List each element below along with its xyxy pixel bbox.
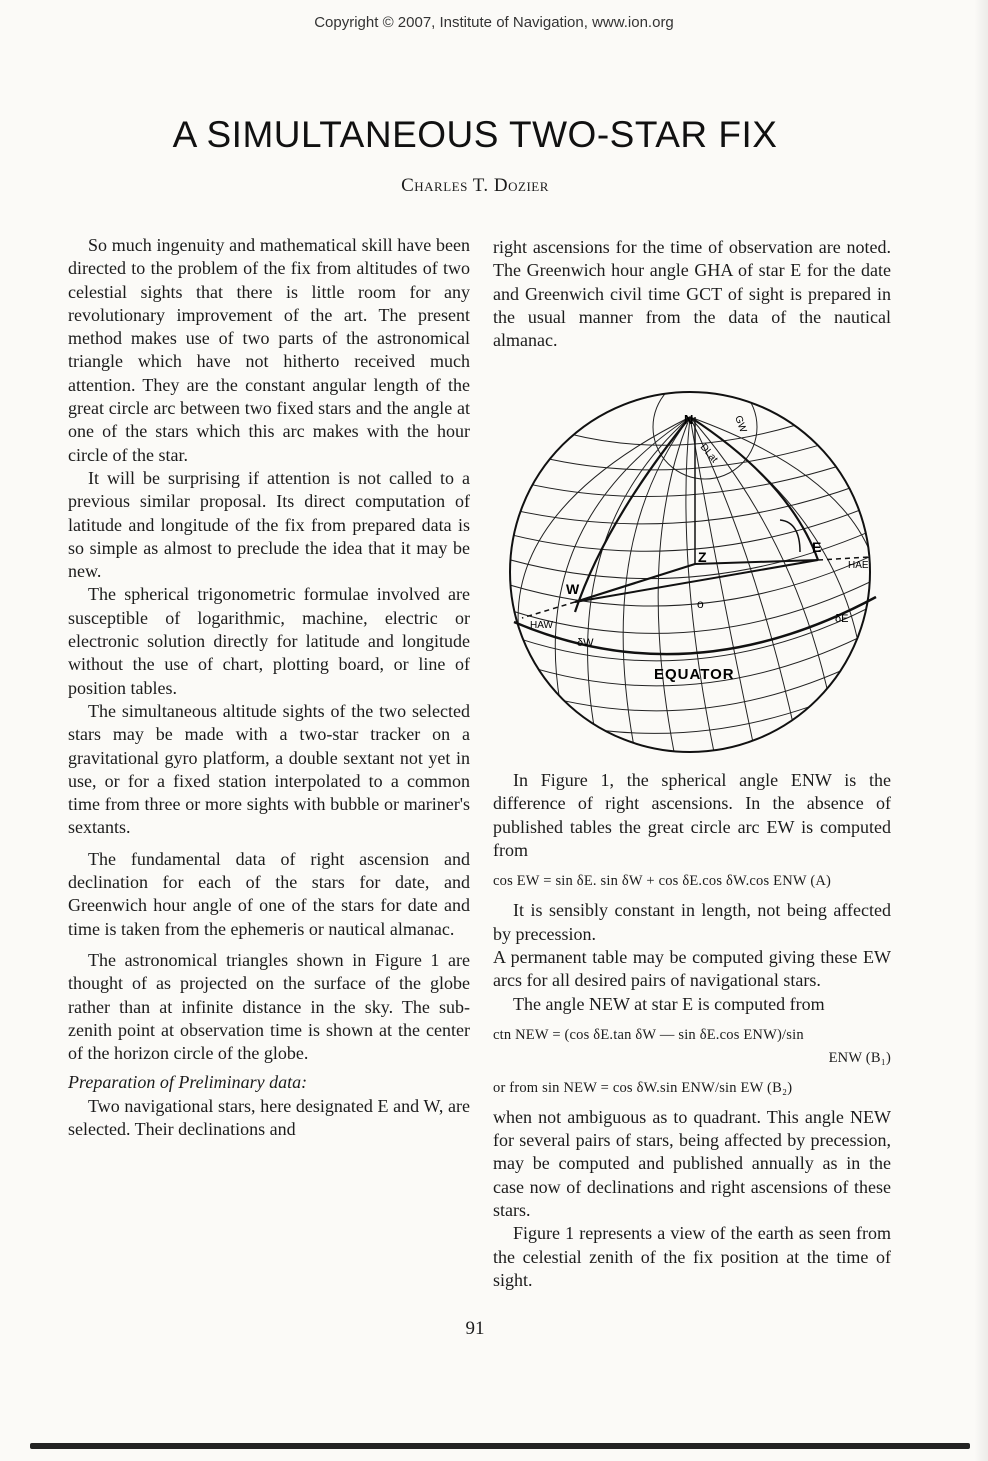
longitude-line	[690, 417, 795, 732]
label-e: E	[812, 539, 822, 555]
paragraph: The spherical trigonometric formulae involved are susceptible of logarithmic, machine, electric or electronic solution directly for latitude and longitude without the use of chart, plotting board, or line of position tables.	[68, 584, 470, 698]
label-z: Z	[698, 549, 707, 565]
paragraph: So much ingenuity and mathematical skill have been directed to the problem of the fix from altitudes of two celestial sights that there is little room for any revolutionary improvement of the art. The present method makes use of two parts of the astronomical triangle which have not hitherto received much attention. They are the constant angular length of the great circle arc between two fixed stars and the angle at one of the stars which this arc makes with the hour circle of the star.	[68, 235, 470, 465]
paragraph: A permanent table may be computed giving these EW arcs for all desired pairs of navigational stars.	[493, 947, 891, 991]
section-heading: Preparation of Preliminary data:	[68, 1072, 308, 1093]
page-bottom-edge	[30, 1443, 970, 1449]
page-number: 91	[465, 1318, 485, 1339]
paragraph: In Figure 1, the spherical angle ENW is the difference of right ascensions. In the absence of published tables the great circle arc EW is computed from	[493, 770, 891, 860]
line-we	[575, 560, 818, 602]
paragraph: The fundamental data of right ascension and declination for each of the stars for date, and Greenwich hour angle of one of the stars for date and time is taken from the ephemeris or nautical almanac.	[68, 848, 470, 939]
paragraph: when not ambiguous as to quadrant. This angle NEW for several pairs of stars, being affected by precession, may be computed and published annually as in the case now of declinations and right ascensions of these stars.	[493, 1106, 891, 1221]
paragraph: The angle NEW at star E is computed from	[513, 993, 825, 1014]
formula-b1: ctn NEW = (cos δE.tan δW — sin δE.cos ENW)/sin	[493, 1026, 804, 1043]
latitude-line	[500, 477, 880, 524]
scan-edge-shadow	[974, 0, 988, 1461]
formula-b2: or from sin NEW = cos δW.sin ENW/sin EW (B₂)	[493, 1079, 793, 1096]
label-o: o	[697, 597, 704, 611]
latitude-line	[500, 702, 880, 756]
label-ha-e: HAE	[848, 560, 869, 571]
latitude-line	[500, 502, 880, 551]
label-equator: EQUATOR	[654, 666, 735, 683]
paragraph: It will be surprising if attention is not called to a previous similar proposal. Its direct computation of latitude and longitude of the fix from prepared data is so simple as almost to preclude the idea that it may be new.	[68, 467, 470, 582]
globe-diagram	[500, 372, 880, 768]
right-column-bottom	[493, 769, 891, 1292]
latitude-line	[500, 677, 880, 733]
figure-1-globe	[500, 372, 880, 768]
paragraph: The astronomical triangles shown in Figure 1 are thought of as projected on the surface of the globe rather than at infinite distance in the sky. The sub-zenith point at observation time is shown at the center of the horizon circle of the globe.	[68, 949, 470, 1064]
dashed-w	[522, 602, 575, 618]
formula-b1-continued: ENW (B₁)	[828, 1050, 891, 1067]
latitude-line	[500, 527, 880, 579]
paragraph: Figure 1 represents a view of the earth as seen from the celestial zenith of the fix position at the time of sight.	[493, 1223, 891, 1290]
line-wz	[575, 564, 695, 602]
paragraph: The simultaneous altitude sights of the two selected stars may be made with a two-star tracker on a gravitational gyro platform, a double sextant not yet in use, or for a fixed station interpolated to a common time from three or more sights with bubble or mariner's sextants.	[68, 700, 470, 838]
label-n: N	[684, 412, 694, 427]
label-ha-w: HAW	[530, 620, 553, 631]
label-dlat: DLat	[697, 441, 720, 466]
paragraph: Two navigational stars, here designated E and W, are selected. Their declinations and	[68, 1095, 470, 1139]
label-w: W	[566, 581, 580, 597]
label-delta-e: δE	[835, 613, 849, 625]
copyright-notice: Copyright © 2007, Institute of Navigation, www.ion.org	[314, 14, 674, 31]
article-title: A SIMULTANEOUS TWO-STAR FIX	[172, 114, 778, 155]
paragraph: right ascensions for the time of observation are noted. The Greenwich hour angle GHA of star E for the date and Greenwich civil time GCT of sight is prepared in the usual manner from the data of the nautical almanac.	[493, 237, 891, 351]
angle-arc	[780, 520, 800, 552]
formula-a: cos EW = sin δE. sin δW + cos δE.cos δW.cos ENW (A)	[493, 873, 832, 890]
paragraph: It is sensibly constant in length, not being affected by precession.	[493, 900, 891, 944]
latitude-line	[500, 602, 880, 661]
left-column	[68, 234, 470, 1141]
right-column-top	[493, 236, 891, 352]
latitude-line	[570, 414, 830, 445]
article-author: Charles T. Dozier	[401, 175, 549, 196]
label-delta-w: δW	[577, 637, 594, 649]
label-gw: GW	[732, 414, 749, 435]
